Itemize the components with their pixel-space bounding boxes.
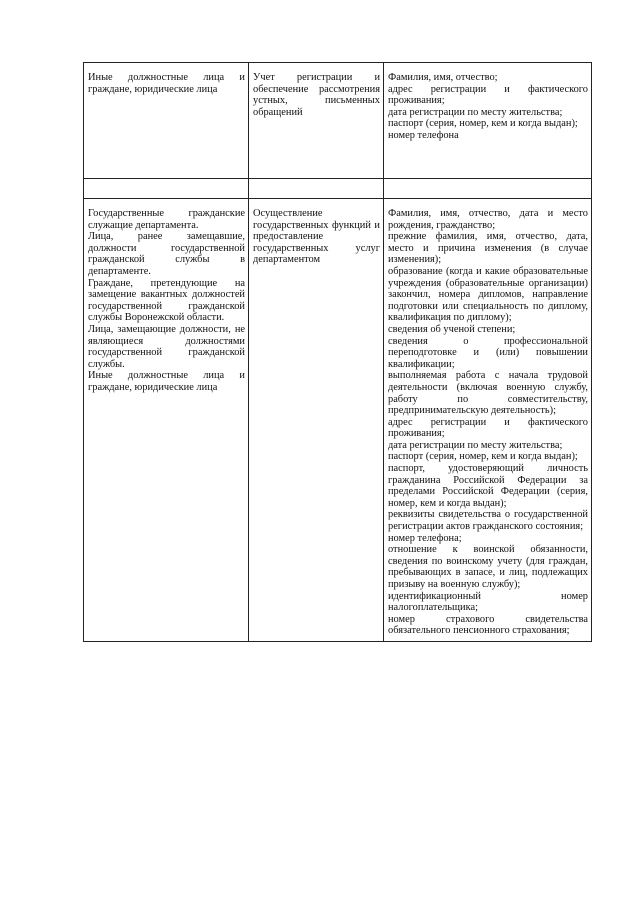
purpose-cell [249, 199, 384, 642]
spacer-cell [249, 179, 384, 199]
list-item: адрес регистрации и фактического проживания; [388, 416, 588, 440]
subjects-cell [84, 199, 249, 642]
list-item: номер страхового свидетельства обязательного пенсионного страхования; [388, 613, 588, 637]
paragraph: Государственные гражданские служащие департамента. [88, 208, 245, 231]
list-item: отношение к воинской обязанности, сведения по воинскому учету (для граждан, пребывающих в запасе, и лиц, подлежащих призыву на военную службу); [388, 544, 588, 590]
list-item: Фамилия, имя, отчество; [388, 72, 498, 83]
list-item: сведения об ученой степени; [388, 323, 516, 335]
paragraph: Иные должностные лица и граждане, юридические лица [88, 72, 245, 95]
list-item: идентификационный номер налогоплательщика; [388, 590, 588, 614]
list-item: образование (когда и какие образовательные учреждения (образовательные организации) закончил, номера дипломов, направление подготовки или специальность по диплому, квалификация по диплому); [388, 265, 588, 324]
list-item: прежние фамилия, имя, отчество, дата, место и причина изменения (в случае изменения); [388, 231, 588, 266]
data-table [83, 62, 592, 642]
list-item: Фамилия, имя, отчество, дата и место рождения, гражданство; [388, 208, 588, 231]
purpose-cell [249, 63, 384, 179]
list-item: паспорт (серия, номер, кем и когда выдан); [388, 451, 578, 463]
list-item: реквизиты свидетельства о государственной регистрации актов гражданского состояния; [388, 509, 588, 533]
subjects-cell [84, 63, 249, 179]
list-item: дата регистрации по месту жительства; [388, 439, 563, 451]
paragraph: Учет регистрации и обеспечение рассмотрения устных, письменных обращений [253, 72, 380, 118]
spacer-cell [84, 179, 249, 199]
table-row [84, 199, 592, 642]
spacer-cell [384, 179, 592, 199]
list-item: номер телефона [388, 129, 459, 141]
list-item: паспорт, удостоверяющий личность гражданина Российской Федерации за пределами Российской Федерации (серия, номер, кем и когда выдан); [388, 463, 588, 509]
list-item: адрес регистрации и фактического проживания; [388, 83, 588, 107]
paragraph: Граждане, претендующие на замещение вакантных должностей государственной гражданской службы Воронежской области. [88, 277, 245, 324]
list-item: паспорт (серия, номер, кем и когда выдан); [388, 118, 578, 130]
data-list-cell [384, 63, 592, 179]
paragraph: Иные должностные лица и граждане, юридические лица [88, 370, 245, 393]
list-item: сведения о профессиональной переподготовке и (или) повышении квалификации; [388, 335, 588, 370]
paragraph: Осуществление государственных функций и предоставление государственных услуг департаментом [253, 208, 380, 266]
table-row [84, 63, 592, 179]
paragraph: Лица, замещающие должности, не являющиеся должностями государственной гражданской службы. [88, 323, 245, 370]
list-item: дата регистрации по месту жительства; [388, 106, 563, 118]
row-spacer [84, 179, 592, 199]
list-item: номер телефона; [388, 532, 462, 544]
paragraph: Лица, ранее замещавшие, должности государственной гражданской службы в департаменте. [88, 231, 245, 277]
list-item: выполняемая работа с начала трудовой деятельности (включая военную службу, работу по совместительству, предпринимательскую деятельность); [388, 370, 588, 417]
data-list-cell [384, 199, 592, 642]
